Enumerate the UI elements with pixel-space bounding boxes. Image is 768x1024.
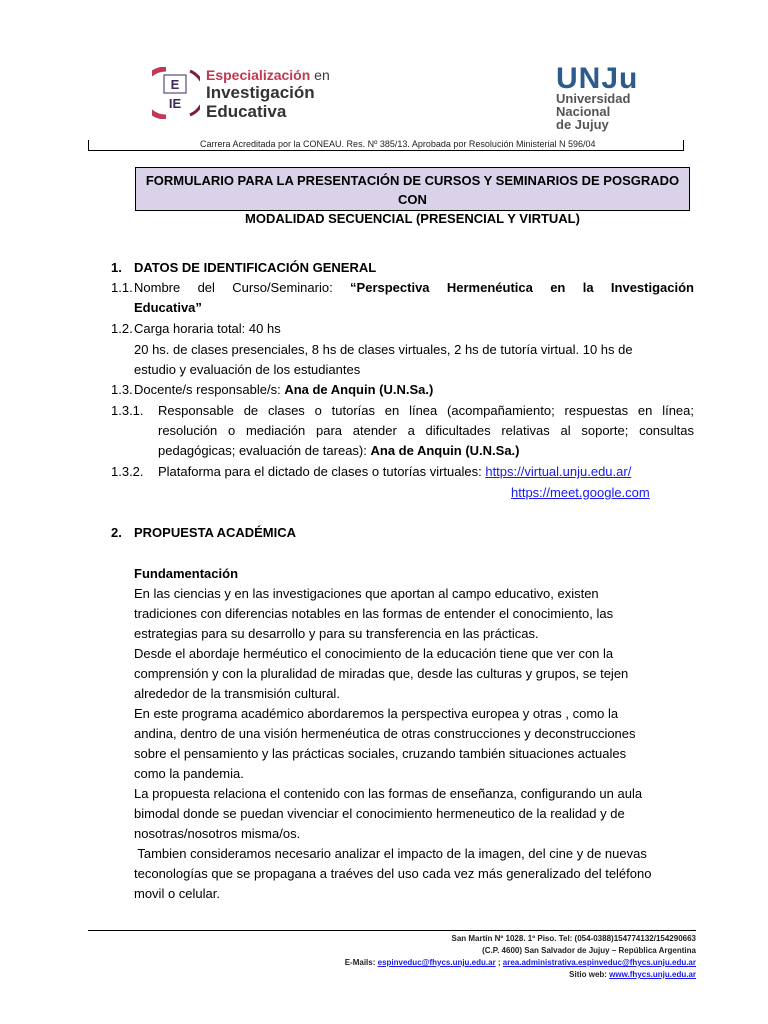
item-1-1-number: 1.1.	[111, 280, 133, 295]
body-line: estrategias para su desarrollo y para su transferencia en las prácticas.	[134, 626, 539, 641]
eie-line1-a: Especialización	[206, 67, 311, 83]
body-line: teconologías que se propagana a traéves del uso cada vez más generalizado del teléfono	[134, 866, 652, 881]
virtual-unju-link[interactable]: https://virtual.unju.edu.ar/	[485, 464, 632, 479]
body-line: tradiciones con diferencias notables en las formas de entender el conocimiento, las	[134, 606, 614, 621]
email-link-1[interactable]: espinveduc@fhycs.unju.edu.ar	[377, 958, 496, 967]
section2-number: 2.	[111, 525, 122, 540]
body-line: Tambien consideramos necesario analizar el impacto de la imagen, del cine y de nuevas	[134, 846, 647, 861]
emails-label: E-Mails:	[344, 958, 378, 967]
section1-number: 1.	[111, 260, 122, 275]
unju-logo-text: UNJu	[556, 62, 639, 95]
form-title-line2: MODALIDAD SECUENCIAL (PRESENCIAL Y VIRTUAL)	[245, 211, 580, 226]
item-1-3-2-number: 1.3.2.	[111, 464, 144, 479]
eie-logo-bottom-letters: IE	[168, 96, 182, 111]
section2-heading: PROPUESTA ACADÉMICA	[134, 525, 297, 540]
body-line: Desde el abordaje herméutico el conocimiento de la educación tiene que ver con la	[134, 646, 614, 661]
total-hours: Carga horaria total: 40 hs	[134, 321, 281, 336]
body-line: comprensión y con la pluralidad de miradas que, desde las culturas y grupos, se tejen	[134, 666, 629, 681]
online-tutor-line1: Responsable de clases o tutorías en línea (acompañamiento; respuestas en línea;	[158, 403, 694, 418]
form-title-line1: FORMULARIO PARA LA PRESENTACIÓN DE CURSOS Y SEMINARIOS DE POSGRADO CON	[145, 173, 680, 207]
eie-line3: Educativa	[206, 102, 287, 121]
teacher-value: Ana de Anquin (U.N.Sa.)	[284, 382, 434, 397]
item-1-3-1-number: 1.3.1.	[111, 403, 144, 418]
fundamentacion-body	[134, 584, 651, 904]
footer-website	[569, 970, 696, 979]
footer-city: (C.P. 4600) San Salvador de Jujuy – República Argentina	[482, 946, 696, 955]
body-line: En las ciencias y en las investigaciones que aportan al campo educativo, existen	[134, 586, 599, 601]
teacher-line	[134, 380, 433, 400]
online-tutor-line2: resolución o mediación para atender a dificultades relativas al soporte; consultas	[158, 423, 694, 438]
body-line: como la pandemia.	[134, 766, 244, 781]
accreditation-text: Carrera Acreditada por la CONEAU. Res. Nº 385/13. Aprobada por Resolución Ministerial N 596/04	[200, 139, 596, 149]
footer-divider	[88, 930, 696, 931]
item-1-1-line	[134, 278, 694, 298]
body-line: movil o celular.	[134, 886, 220, 901]
online-tutor-value: Ana de Anquin (U.N.Sa.)	[370, 443, 520, 458]
unju-logo	[556, 62, 676, 132]
eie-program-name	[206, 68, 330, 120]
hours-detail-line2: estudio y evaluación de los estudiantes	[134, 362, 361, 377]
eie-logo-top-letters: E	[170, 77, 180, 92]
eie-line2: Investigación	[206, 83, 315, 102]
body-line: nosotras/nosotros misma/os.	[134, 826, 301, 841]
body-line: En este programa académico abordaremos la perspectiva europea y otras , como la	[134, 706, 619, 721]
website-label: Sitio web:	[569, 970, 610, 979]
footer-address: San Martín Nº 1028. 1º Piso. Tel: (054-0388)154774132/154290663	[451, 934, 696, 943]
form-title	[135, 167, 690, 226]
body-line: bimodal donde se puedan vivenciar el conocimiento hermeneutico de la realidad y de	[134, 806, 625, 821]
emails-separator: ;	[495, 958, 503, 967]
body-line: andina, dentro de una visión hermenéutica de otras construcciones y deconstrucciones	[134, 726, 636, 741]
course-name-label: Nombre del Curso/Seminario:	[134, 280, 351, 295]
footer-emails	[345, 958, 696, 967]
online-tutor-line3	[158, 441, 520, 461]
body-line: La propuesta relaciona el contenido con las formas de enseñanza, configurando un aula	[134, 786, 643, 801]
item-1-3-number: 1.3.	[111, 382, 133, 397]
platform-line	[158, 462, 631, 482]
unju-line2: Nacional	[556, 104, 611, 119]
item-1-2-number: 1.2.	[111, 321, 133, 336]
google-meet-link[interactable]: https://meet.google.com	[511, 485, 650, 500]
website-link[interactable]: www.fhycs.unju.edu.ar	[609, 970, 696, 979]
eie-logo	[152, 67, 200, 119]
body-line: sobre el pensamiento y las prácticas sociales, cruzando también situaciones actuales	[134, 746, 627, 761]
platform-label: Plataforma para el dictado de clases o tutorías virtuales:	[158, 464, 486, 479]
section1-heading: DATOS DE IDENTIFICACIÓN GENERAL	[134, 260, 377, 275]
teacher-label: Docente/s responsable/s:	[134, 382, 285, 397]
course-name-value: “Perspectiva Hermenéutica en la Investigación	[350, 280, 694, 295]
body-line: alrededor de la transmisión cultural.	[134, 686, 340, 701]
unju-line3: de Jujuy	[556, 117, 609, 132]
online-tutor-label: pedagógicas; evaluación de tareas):	[158, 443, 371, 458]
header-divider	[88, 150, 684, 151]
eie-line1-b: en	[310, 67, 330, 83]
meet-link-wrap	[511, 483, 650, 503]
email-link-2[interactable]: area.administrativa.espinveduc@fhycs.unju.edu.ar	[502, 958, 696, 967]
hours-detail-line1: 20 hs. de clases presenciales, 8 hs de clases virtuales, 2 hs de tutoría virtual. 10 hs de	[134, 342, 633, 357]
unju-line1: Universidad	[556, 91, 631, 106]
course-name-value-cont: Educativa”	[134, 300, 202, 315]
fundamentacion-heading: Fundamentación	[134, 566, 239, 581]
